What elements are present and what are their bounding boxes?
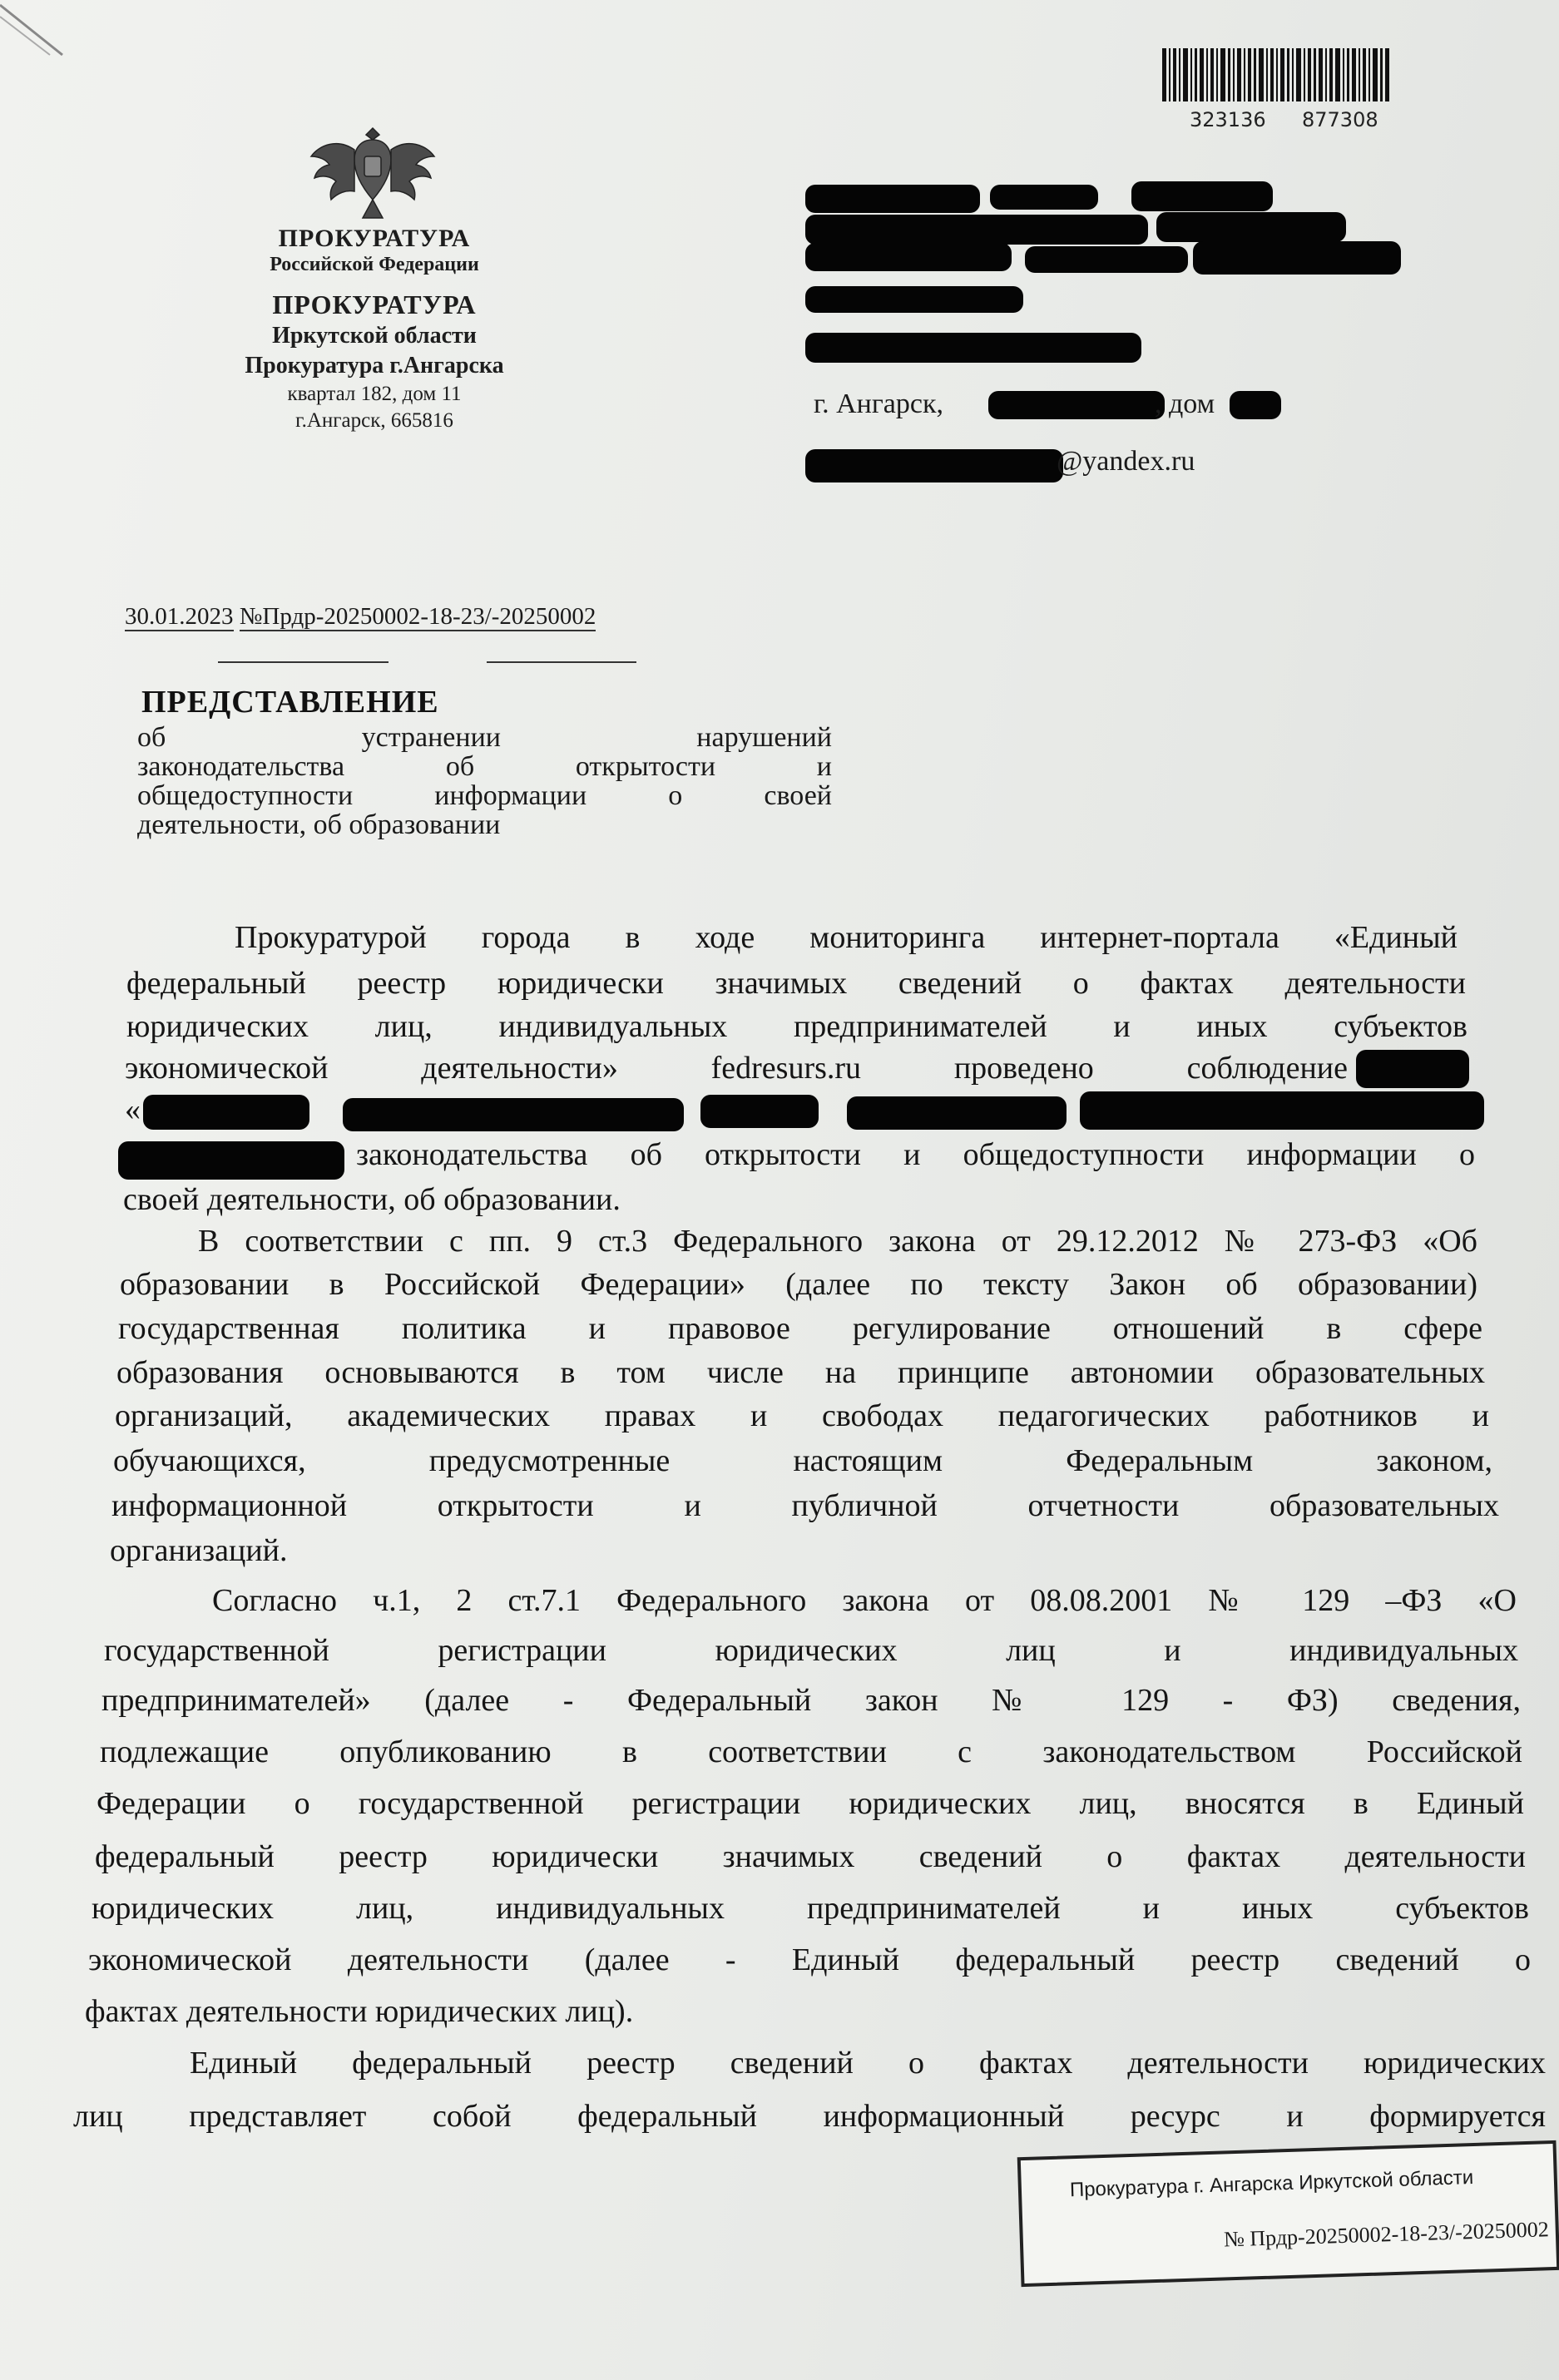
reference-line	[125, 603, 596, 631]
redaction	[805, 215, 1148, 245]
stamp-office: Прокуратура г. Ангарска Иркутской области	[1069, 2166, 1474, 2202]
redaction	[988, 391, 1165, 419]
sender-line-6: квартал 182, дом 11	[287, 383, 462, 405]
sender-line-7: г.Ангарск, 665816	[295, 409, 453, 432]
body-line: подлежащие опубликованию в соответствии с законодательством Российской	[100, 1734, 1522, 1769]
redaction	[805, 185, 980, 213]
barcode-left-digits: 323136	[1190, 108, 1266, 131]
redaction	[1080, 1091, 1484, 1130]
body-line: Федерации о государственной регистрации юридических лиц, вносятся в Единый	[97, 1786, 1524, 1821]
redaction	[1356, 1050, 1469, 1088]
body-line: обучающихся, предусмотренные настоящим Федеральным законом,	[113, 1443, 1492, 1478]
redaction	[990, 185, 1098, 210]
body-line: экономической деятельности» fedresurs.ru проведено соблюдение	[125, 1051, 1348, 1086]
body-line: законодательства об открытости и общедоступности информации о	[356, 1137, 1475, 1172]
redaction	[1131, 181, 1273, 211]
body-line: федеральный реестр юридически значимых сведений о фактах деятельности	[126, 966, 1466, 1001]
body-line: государственной регистрации юридических лиц и индивидуальных	[104, 1633, 1518, 1668]
recipient-city: г. Ангарск,	[814, 388, 944, 419]
divider	[218, 661, 389, 663]
barcode-bars	[1161, 42, 1402, 116]
sender-block	[150, 225, 599, 434]
document-date: 30.01.2023	[125, 603, 234, 630]
redaction	[1230, 391, 1281, 419]
redaction	[343, 1098, 684, 1131]
body-line: «	[125, 1092, 141, 1127]
body-line: Единый федеральный реестр сведений о фактах деятельности юридических	[190, 2046, 1546, 2081]
document-title: ПРЕДСТАВЛЕНИЕ	[141, 685, 439, 720]
coat-of-arms-emblem	[306, 125, 439, 225]
document-number: №Прдр-20250002-18-23/-20250002	[239, 603, 596, 630]
body-line: государственная политика и правовое регулирование отношений в сфере	[118, 1311, 1482, 1346]
redaction	[143, 1095, 309, 1130]
body-line: лиц представляет собой федеральный информационный ресурс и формируется	[73, 2099, 1546, 2134]
subject-line: законодательства об открытости и	[137, 751, 832, 782]
sender-line-1: ПРОКУРАТУРА	[278, 225, 471, 252]
body-line: Прокуратурой города в ходе мониторинга интернет-портала «Единый	[235, 920, 1458, 955]
body-line: предпринимателей» (далее - Федеральный закон № 129 - ФЗ) сведения,	[101, 1683, 1521, 1718]
redaction	[805, 333, 1141, 363]
body-line: федеральный реестр юридически значимых сведений о фактах деятельности	[95, 1839, 1526, 1874]
subject-line: об устранении нарушений	[137, 722, 832, 753]
body-line: Согласно ч.1, 2 ст.7.1 Федерального закона от 08.08.2001 № 129 –ФЗ «О	[212, 1583, 1517, 1618]
body-line: организаций, академических правах и свободах педагогических работников и	[115, 1398, 1489, 1433]
subject-line: деятельности, об образовании	[137, 809, 501, 840]
body-line: образовании в Российской Федерации» (далее по тексту Закон об образовании)	[120, 1267, 1477, 1302]
redaction	[1025, 246, 1188, 273]
body-line: информационной открытости и публичной отчетности образовательных	[111, 1488, 1499, 1523]
redaction	[805, 449, 1063, 482]
redaction	[700, 1095, 819, 1128]
sender-line-5: Прокуратура г.Ангарска	[245, 353, 504, 379]
body-line: фактах деятельности юридических лиц).	[85, 1994, 634, 2029]
redaction	[118, 1141, 344, 1180]
barcode-right-digits: 877308	[1302, 108, 1378, 131]
redaction	[805, 243, 1012, 271]
body-line: юридических лиц, индивидуальных предпринимателей и иных субъектов	[92, 1891, 1529, 1926]
body-line: своей деятельности, об образовании.	[123, 1182, 621, 1217]
redaction	[1193, 241, 1401, 275]
body-line: образования основываются в том числе на принципе автономии образовательных	[116, 1355, 1485, 1390]
body-line: юридических лиц, индивидуальных предпринимателей и иных субъектов	[126, 1009, 1467, 1044]
sender-line-3: ПРОКУРАТУРА	[272, 289, 477, 319]
redaction	[805, 286, 1023, 313]
stamp-number: № Прдр-20250002-18-23/-20250002	[1223, 2217, 1550, 2252]
paper-clip	[0, 0, 75, 58]
divider	[487, 661, 636, 663]
redaction	[847, 1096, 1067, 1130]
body-line: экономической деятельности (далее - Единый федеральный реестр сведений о	[88, 1942, 1531, 1977]
barcode	[1161, 42, 1402, 131]
registration-stamp	[1017, 2140, 1559, 2287]
subject-line: общедоступности информации о своей	[137, 780, 832, 811]
recipient-house: , дом	[1155, 388, 1215, 419]
body-line: В соответствии с пп. 9 ст.3 Федерального закона от 29.12.2012 № 273-ФЗ «Об	[198, 1224, 1477, 1259]
sender-line-2: Российской Федерации	[270, 254, 479, 275]
recipient-email-domain: @yandex.ru	[1057, 446, 1195, 477]
sender-line-4: Иркутской области	[272, 323, 477, 349]
body-line: организаций.	[110, 1533, 288, 1568]
redaction	[1156, 212, 1346, 242]
